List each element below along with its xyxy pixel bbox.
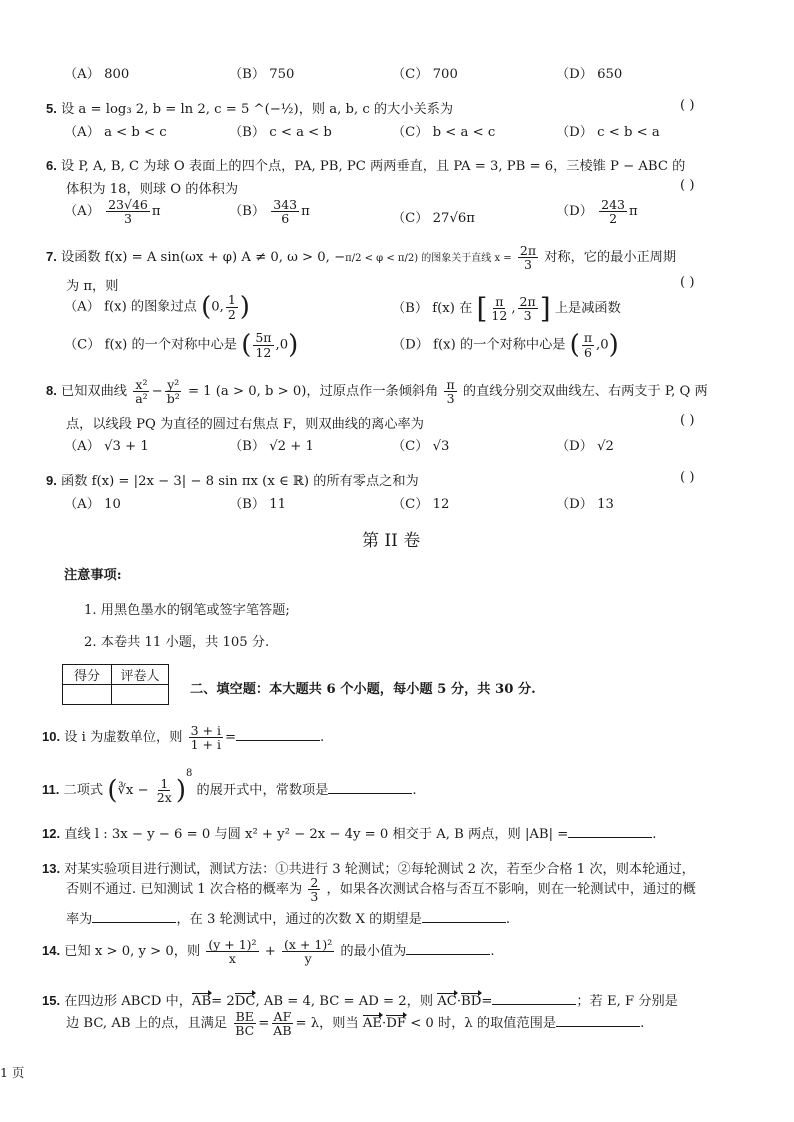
q8-option-c: （C） √3 — [392, 439, 450, 454]
q6-number: 6. — [46, 158, 57, 173]
q5-answer-paren: ( ) — [680, 98, 695, 113]
q15-answer-blank-1[interactable] — [492, 992, 576, 1005]
q13-line1: 13. 对某实验项目进行测试，测试方法：①共进行 3 轮测试；②每轮测试 2 次，若至少合格 1 次，则本轮通过， — [42, 861, 695, 877]
q8-answer-paren: ( ) — [680, 413, 695, 428]
q13-number: 13. — [42, 861, 61, 876]
q4-option-d: （D） 650 — [556, 67, 623, 82]
q5-stem — [46, 98, 453, 117]
q5-number: 5. — [46, 101, 57, 116]
q6-stem-line2: 体积为 18，则球 O 的体积为 — [66, 182, 239, 197]
q15-line1: 15. 在四边形 ABCD 中，AB= 2DC, AB = 4, BC = AD = 2，则 AC·BD= ；若 E, F 分别是 — [42, 993, 678, 1009]
q5-text: 设 a = log₃ 2, b = ln 2, c = 5 ^(−½)，则 a, b, c 的大小关系为 — [61, 102, 454, 117]
q9-option-b: （B） 11 — [229, 497, 287, 512]
q9-option-a: （A） 10 — [64, 497, 121, 512]
q9-answer-paren: ( ) — [680, 470, 695, 485]
q10: 10. 设 i 为虚数单位，则 $\frac{3 + i}{1 + i}$ = . — [42, 723, 325, 753]
q14-answer-blank[interactable] — [406, 942, 490, 955]
q9-stem: 9. 函数 f(x) = |2x − 3| − 8 sin πx (x ∈ ℝ) 的所有零点之和为 — [46, 473, 419, 489]
q11-number: 11. — [42, 782, 60, 797]
q12-number: 12. — [42, 826, 61, 841]
q7-answer-paren: ( ) — [680, 275, 695, 290]
q15-answer-blank-2[interactable] — [556, 1014, 640, 1027]
q5-option-b: （B） c < a < b — [229, 125, 332, 140]
section2-heading: 二、填空题：本大题共 6 个小题，每小题 5 分，共 30 分. — [190, 682, 536, 697]
q9-option-c: （C） 12 — [392, 497, 450, 512]
q6-option-a: （A） $\frac{23√46}{3}$ π — [64, 197, 161, 227]
q6-option-d: （D） $\frac{243}{2}$ π — [556, 197, 638, 227]
q8-number: 8. — [46, 383, 57, 399]
q7-number: 7. — [46, 249, 57, 265]
q10-answer-blank[interactable] — [236, 728, 320, 741]
q15-line2: 边 BC, AB 上的点，且满足 $\frac{BE}{BC}$ = $\frac{AF}{AB}$ = λ，则当 AE·DF < 0 时，λ 的取值范围是 . — [66, 1009, 645, 1039]
q4-option-b: （B） 750 — [229, 67, 295, 82]
q5-option-a: （A） a < b < c — [64, 125, 167, 140]
notice-title: 注意事项: — [64, 568, 122, 583]
q7-option-c: （C） f(x) 的一个对称中心是 ( $\frac{5\pi}{12}$ ,0) — [64, 330, 299, 360]
notice-item-1: 1. 用黑色墨水的钢笔或签字笔答题; — [84, 603, 290, 618]
q15-number: 15. — [42, 993, 61, 1008]
score-table — [62, 664, 169, 705]
q11: 11. 二项式 (∛x − $\frac{1}{2x}$ )$^8$ 的展开式中，常数项是 . — [42, 768, 417, 806]
grader-header: 评卷人 — [112, 665, 169, 685]
score-header: 得分 — [63, 665, 112, 685]
q13-line2: 否则不通过. 已知测试 1 次合格的概率为 $\frac{2}{3}$ ，如果各次测试合格与否互不影响，则在一轮测试中，通过的概 — [66, 875, 696, 905]
q7-stem-line1: 7. 设函数 f(x) = A sin(ωx + φ) A ≠ 0, ω > 0, −π/2 < φ < π/2) 的图象关于直线 x = $\frac{2\pi}{3}$ 对称，它的最小正周期 — [46, 243, 677, 273]
q8-option-b: （B） √2 + 1 — [229, 439, 314, 454]
q5-option-d: （D） c < b < a — [556, 125, 660, 140]
q12-answer-blank[interactable] — [568, 825, 652, 838]
q11-answer-blank[interactable] — [328, 781, 412, 794]
page-footer: 1 页 — [0, 1065, 25, 1080]
q13-answer-blank-2[interactable] — [422, 910, 506, 923]
q7-option-a: （A） f(x) 的图象过点 (0, $\frac{1}{2}$ ) — [64, 292, 250, 322]
q6-option-c: （C） 27√6π — [392, 211, 475, 226]
q13-answer-blank-1[interactable] — [92, 910, 176, 923]
q8-stem-line2: 点，以线段 PQ 为直径的圆过右焦点 F，则双曲线的离心率为 — [66, 417, 424, 432]
part2-title: 第 II 卷 — [362, 531, 421, 551]
q8-stem-line1: 8. 已知双曲线 $\frac{\text{x²}}{\text{a²}}$ − $\frac{\text{y²}}{\text{b²}}$ = 1 (a > 0, b > 0)，过原点作一条倾斜角 $\frac{\pi}{3}$ 的直线分别交双曲线左、右两支于 P, Q 两 — [46, 377, 708, 407]
q6-answer-paren: ( ) — [680, 178, 695, 193]
q13-line3: 率为 ，在 3 轮测试中，通过的次数 X 的期望是 . — [66, 912, 511, 927]
q9-option-d: （D） 13 — [556, 497, 614, 512]
q14: 14. 已知 x > 0, y > 0，则 $\frac{\text{(y + 1)²}}{x}$ + $\frac{\text{(x + 1)²}}{y}$ 的最小值为 . — [42, 937, 495, 967]
score-cell — [63, 685, 112, 705]
q4-option-c: （C） 700 — [392, 67, 458, 82]
q9-number: 9. — [46, 473, 57, 488]
q8-option-a: （A） √3 + 1 — [64, 439, 149, 454]
notice-item-2: 2. 本卷共 11 小题，共 105 分. — [84, 635, 270, 650]
q6-option-b: （B） $\frac{343}{6}$ π — [229, 197, 310, 227]
q10-number: 10. — [42, 729, 61, 745]
q7-option-b: （B） f(x) 在 [ $\frac{\pi}{12}$ , $\frac{2\pi}{3}$ ] 上是减函数 — [392, 292, 621, 325]
q6-stem-line1 — [46, 155, 685, 174]
q8-option-d: （D） √2 — [556, 439, 614, 454]
q5-option-c: （C） b < a < c — [392, 125, 496, 140]
q4-option-a: （A） 800 — [64, 67, 130, 82]
q7-stem-line2: 为 π，则 — [66, 279, 119, 294]
q7-option-d: （D） f(x) 的一个对称中心是 ( $\frac{\pi}{6}$ ,0) — [392, 330, 619, 360]
q6-text-1: 设 P, A, B, C 为球 O 表面上的四个点，PA, PB, PC 两两垂直，且 PA = 3, PB = 6，三棱锥 P − ABC 的 — [61, 159, 686, 174]
q12: 12. 直线 l : 3x − y − 6 = 0 与圆 x² + y² − 2x − 4y = 0 相交于 A, B 两点，则 |AB| = . — [42, 826, 657, 842]
grader-cell — [112, 685, 169, 705]
q14-number: 14. — [42, 943, 61, 959]
